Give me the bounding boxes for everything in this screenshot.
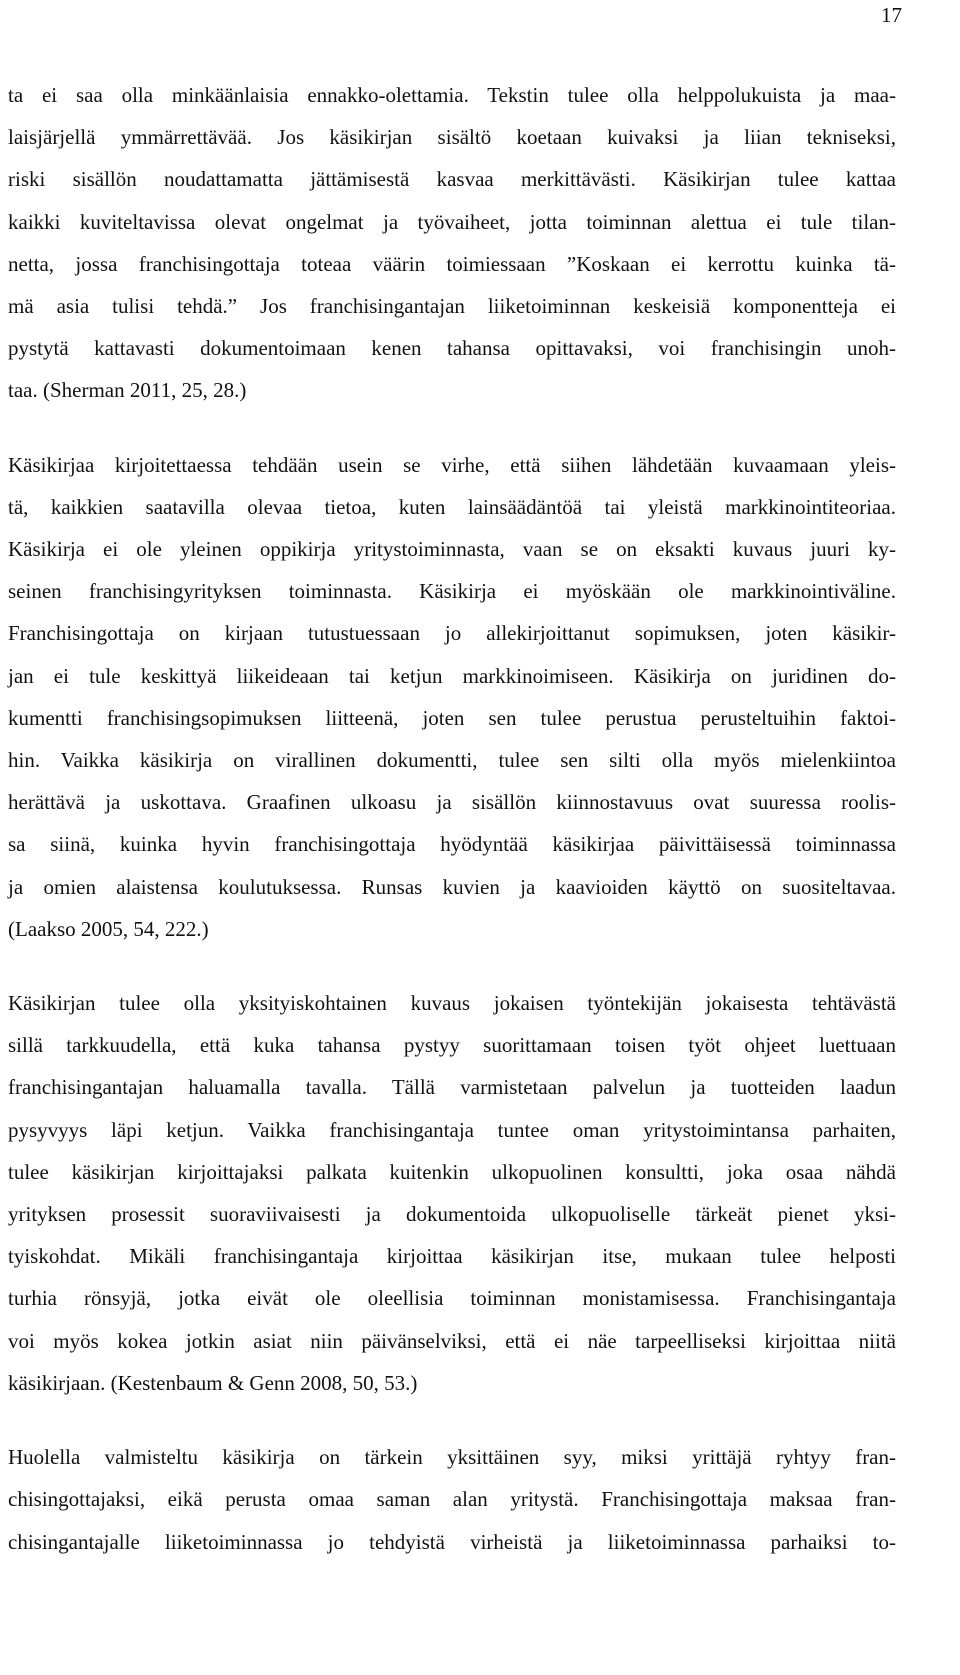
text-line: tulee käsikirjan kirjoittajaksi palkata kuitenkin ulkopuolinen konsultti, joka osaa nähdä xyxy=(8,1159,896,1184)
text-line: chisingottajaksi, eikä perusta omaa saman alan yritystä. Franchisingottaja maksaa fran- xyxy=(8,1487,896,1512)
document-body xyxy=(8,74,896,1595)
text-line: pystytä kattavasti dokumentoimaan kenen tahansa opittavaksi, voi franchisingin unoh- xyxy=(8,336,896,361)
text-line: taa. (Sherman 2011, 25, 28.) xyxy=(8,378,247,403)
text-line: ta ei saa olla minkäänlaisia ennakko-olettamia. Tekstin tulee olla helppolukuista ja maa- xyxy=(8,83,896,107)
paragraph-manual-clarity xyxy=(8,74,896,412)
text-line: chisingantajalle liiketoiminnassa jo tehdyistä virheistä ja liiketoiminnassa parhaiksi to- xyxy=(8,1529,896,1554)
text-line: Franchisingottaja on kirjaan tutustuessaan jo allekirjoittanut sopimuksen, joten käsikir- xyxy=(8,621,896,646)
text-line: franchisingantajan haluamalla tavalla. Tällä varmistetaan palvelun ja tuotteiden laadun xyxy=(8,1075,896,1100)
text-line: kaikki kuviteltavissa olevat ongelmat ja työvaiheet, jotta toiminnan alettua ei tule tilan- xyxy=(8,209,896,234)
text-line: (Laakso 2005, 54, 222.) xyxy=(8,916,209,941)
text-line: riski sisällön noudattamatta jättämisestä kasvaa merkittävästi. Käsikirjan tulee kattaa xyxy=(8,167,896,192)
text-line: Käsikirjan tulee olla yksityiskohtainen kuvaus jokaisen työntekijän jokaisesta tehtävästä xyxy=(8,991,896,1016)
text-line: käsikirjaan. (Kestenbaum & Genn 2008, 50, 53.) xyxy=(8,1370,418,1395)
text-line: Käsikirja ei ole yleinen oppikirja yritystoiminnasta, vaan se on eksakti kuvaus juuri ky- xyxy=(8,537,896,562)
text-line: mä asia tulisi tehdä.” Jos franchisingantajan liiketoiminnan keskeisiä komponentteja ei xyxy=(8,294,896,319)
text-line: hin. Vaikka käsikirja on virallinen dokumentti, tulee sen silti olla myös mielenkiintoa xyxy=(8,748,896,773)
text-line: jan ei tule keskittyä liikeideaan tai ketjun markkinoimiseen. Käsikirja on juridinen do- xyxy=(8,663,896,688)
text-line: voi myös kokea jotkin asiat niin päivänselviksi, että ei näe tarpeelliseksi kirjoittaa niitä xyxy=(8,1328,896,1353)
paragraph-franchisee-reason xyxy=(8,1436,896,1563)
text-line: laisjärjellä ymmärrettävää. Jos käsikirjan sisältö koetaan kuivaksi ja liian tekniseksi, xyxy=(8,125,896,150)
text-line: yrityksen prosessit suoraviivaisesti ja dokumentoida ulkopuoliselle tärkeät pienet yksi- xyxy=(8,1202,896,1227)
text-line: sa siinä, kuinka hyvin franchisingottaja hyödyntää käsikirjaa päivittäisessä toiminnassa xyxy=(8,832,896,857)
page-number: 17 xyxy=(881,3,902,27)
text-line: turhia rönsyjä, jotka eivät ole oleellisia toiminnan monistamisessa. Franchisingantaja xyxy=(8,1286,896,1311)
text-line: sillä tarkkuudella, että kuka tahansa pystyy suorittamaan toisen työt ohjeet luettuaan xyxy=(8,1033,896,1058)
text-line: tä, kaikkien saatavilla olevaa tietoa, kuten lainsäädäntöä tai yleistä markkinointiteoriaa. xyxy=(8,494,896,519)
text-line: tyiskohdat. Mikäli franchisingantaja kirjoittaa käsikirjan itse, mukaan tulee helposti xyxy=(8,1244,896,1269)
paragraph-detailed-description xyxy=(8,982,896,1404)
text-line: netta, jossa franchisingottaja toteaa väärin toimiessaan ”Koskaan ei kerrottu kuinka tä- xyxy=(8,251,896,276)
text-line: herättävä ja uskottava. Graafinen ulkoasu ja sisällön kiinnostavuus ovat suuressa roolis- xyxy=(8,790,896,815)
text-line: pysyvyys läpi ketjun. Vaikka franchisingantaja tuntee oman yritystoimintansa parhaiten, xyxy=(8,1117,896,1142)
paragraph-common-mistakes xyxy=(8,444,896,950)
text-line: kumentti franchisingsopimuksen liitteenä, joten sen tulee perustua perusteltuihin faktoi- xyxy=(8,705,896,730)
text-line: Huolella valmisteltu käsikirja on tärkein yksittäinen syy, miksi yrittäjä ryhtyy fran- xyxy=(8,1445,896,1470)
text-line: seinen franchisingyrityksen toiminnasta. Käsikirja ei myöskään ole markkinointiväline. xyxy=(8,579,896,604)
text-line: Käsikirjaa kirjoitettaessa tehdään usein se virhe, että siihen lähdetään kuvaamaan yleis- xyxy=(8,452,896,477)
text-line: ja omien alaistensa koulutuksessa. Runsas kuvien ja kaavioiden käyttö on suositeltavaa. xyxy=(8,874,896,899)
